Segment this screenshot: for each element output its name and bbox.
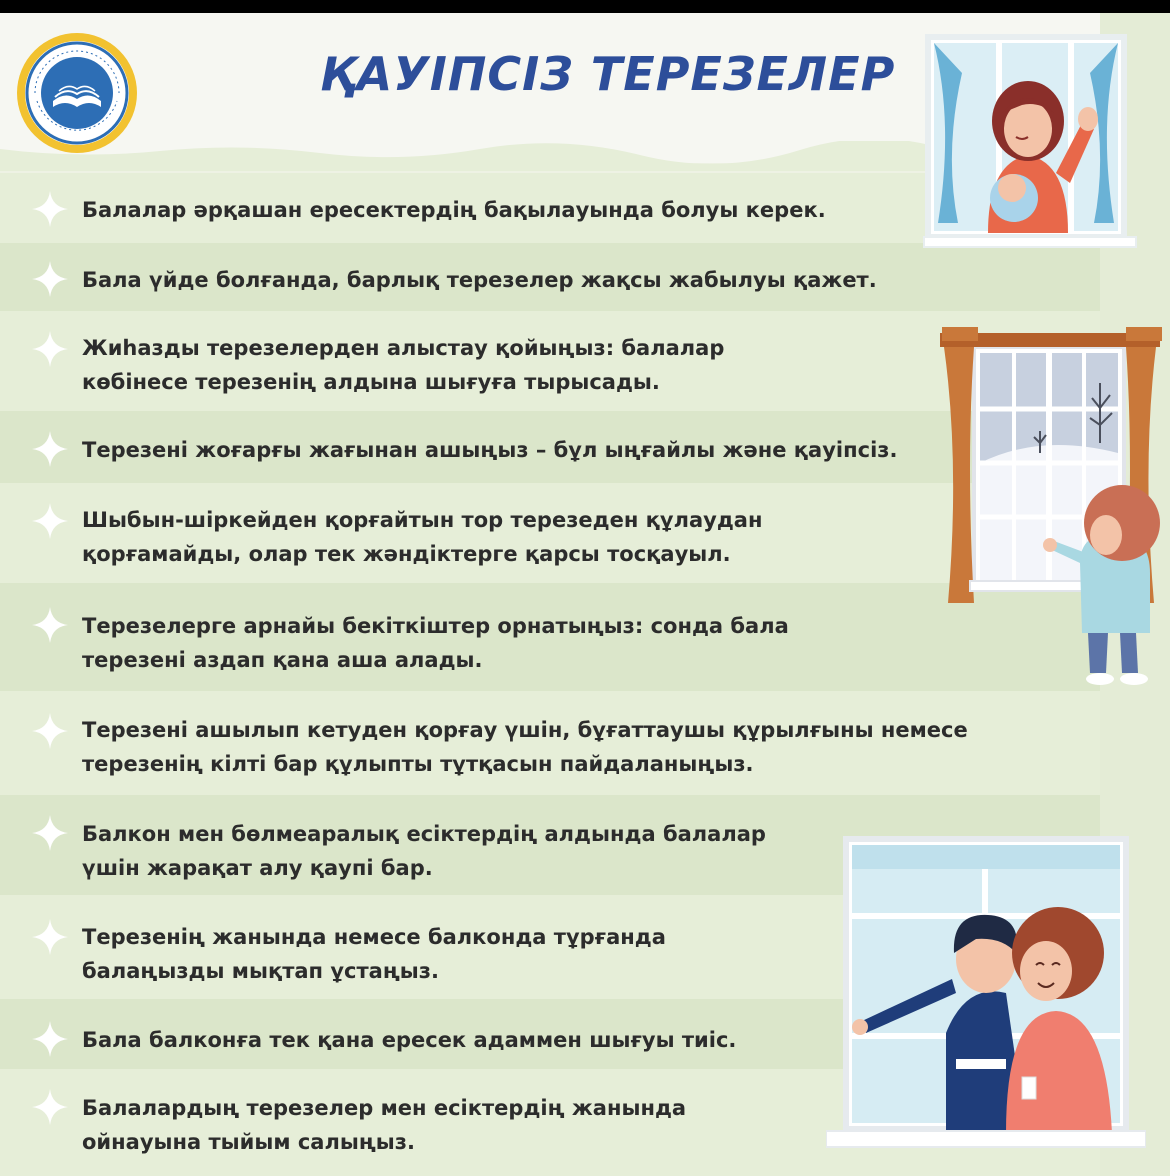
sparkle-star-icon: [30, 259, 70, 299]
item-text: Балалардың терезелер мен есіктердің жанында ойнауына тыйым салыңыз.: [82, 1096, 687, 1154]
sparkle-star-icon: [30, 189, 70, 229]
item-text: Терезенің жанында немесе балконда тұрғанда балаңызды мықтап ұстаңыз.: [82, 925, 666, 983]
sparkle-star-icon: [30, 1019, 70, 1059]
item-text: Бала балконға тек қана ересек адаммен шығуы тиіс.: [82, 1028, 737, 1052]
item-text: Жиһазды терезелерден алыстау қойыңыз: балалар көбінесе терезенің алдына шығуға тырысады.: [82, 336, 725, 394]
page-title: ҚАУІПСІЗ ТЕРЕЗЕЛЕР: [320, 47, 896, 101]
sparkle-star-icon: [30, 605, 70, 645]
child-at-winter-window-illustration: [930, 313, 1170, 693]
sparkle-star-icon: [30, 917, 70, 957]
item-text: Терезелерге арнайы бекіткіштер орнатыңыз: сонда бала терезені аздап қана аша алады.: [82, 614, 789, 672]
sparkle-star-icon: [30, 329, 70, 369]
sparkle-star-icon: [30, 711, 70, 751]
sparkle-star-icon: [30, 813, 70, 853]
organization-logo: [15, 31, 139, 155]
infographic-page: [0, 13, 1170, 1176]
sparkle-star-icon: [30, 1087, 70, 1127]
item-text: Терезені ашылып кетуден қорғау үшін, бұғаттаушы құрылғыны немесе терезенің кілті бар құлыпты тұтқасын пайдаланыңыз.: [82, 718, 968, 776]
item-text: Балалар әрқашан ересектердің бақылауында болуы керек.: [82, 198, 826, 222]
item-text: Балкон мен бөлмеаралық есіктердің алдында балалар үшін жарақат алу қаупі бар.: [82, 822, 766, 880]
mother-with-baby-window-illustration: [918, 33, 1140, 258]
sparkle-star-icon: [30, 429, 70, 469]
item-text: Бала үйде болғанда, барлық терезелер жақсы жабылуы қажет.: [82, 268, 877, 292]
couple-on-balcony-illustration: [826, 833, 1146, 1155]
item-text: Терезені жоғарғы жағынан ашыңыз – бұл ыңғайлы және қауіпсіз.: [82, 438, 898, 462]
item-text: Шыбын-шіркейден қорғайтын тор терезеден құлаудан қорғамайды, олар тек жәндіктерге қарсы тосқауыл.: [82, 508, 763, 566]
sparkle-star-icon: [30, 501, 70, 541]
